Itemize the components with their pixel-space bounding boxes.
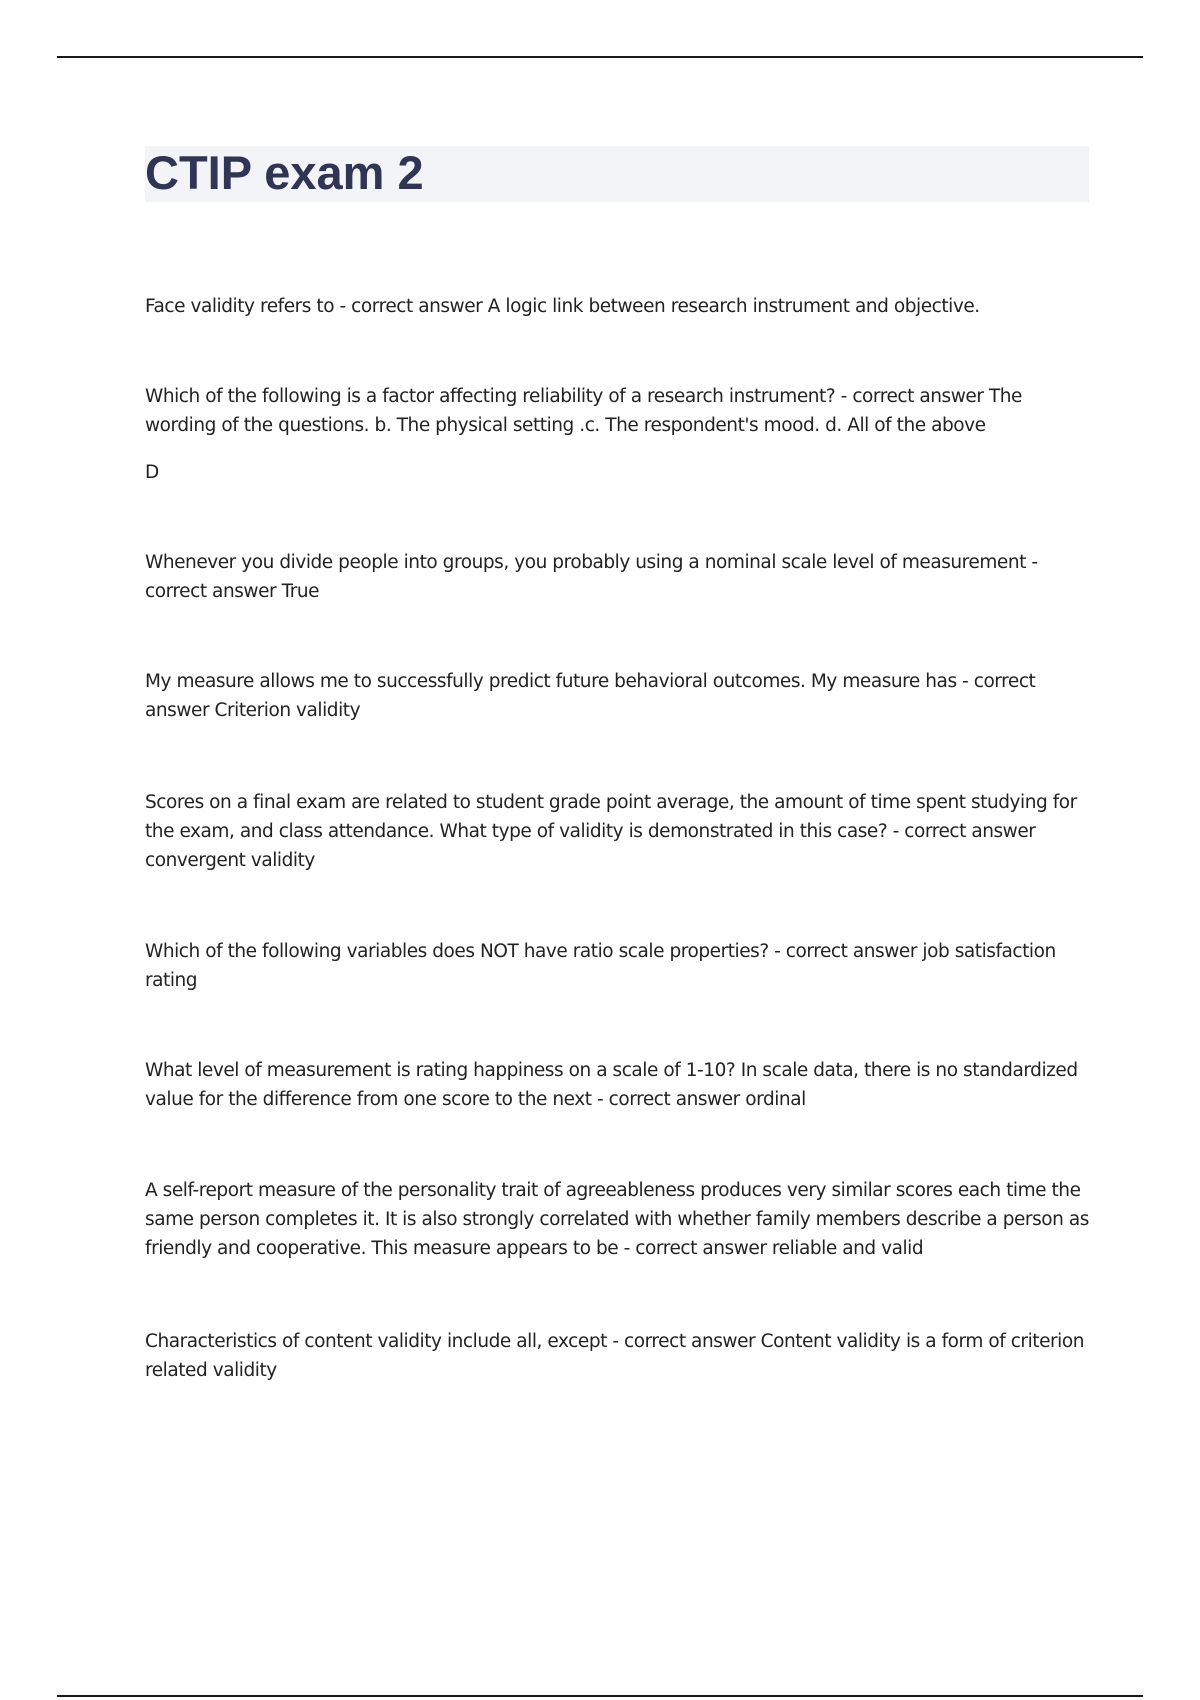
question-answer-8: A self-report measure of the personality trait of agreeableness produces very similar scores each time the same person completes it. It is also strongly correlated with whether family members describe a person as friendly and cooperative. This measure appears to be - correct answer reliable and valid — [145, 1180, 1089, 1259]
page-title: CTIP exam 2 — [145, 146, 424, 199]
question-answer-6: Which of the following variables does NOT have ratio scale properties? - correct answer job satisfaction rating — [145, 941, 1056, 991]
question-answer-9: Characteristics of content validity include all, except - correct answer Content validity is a form of criterion related validity — [145, 1331, 1084, 1381]
question-answer-7: What level of measurement is rating happiness on a scale of 1-10? In scale data, there is no standardized value for the difference from one score to the next - correct answer ordinal — [145, 1060, 1078, 1110]
top-rule — [57, 56, 1143, 58]
question-answer-2: Which of the following is a factor affecting reliability of a research instrument? - correct answer The wording of the questions. b. The physical setting .c. The respondent's mood. d. All of the above — [145, 386, 1022, 436]
question-answer-1: Face validity refers to - correct answer A logic link between research instrument and objective. — [145, 296, 980, 317]
question-answer-2-letter: D — [145, 462, 160, 483]
question-answer-3: Whenever you divide people into groups, you probably using a nominal scale level of measurement - correct answer True — [145, 552, 1038, 602]
question-answer-4: My measure allows me to successfully predict future behavioral outcomes. My measure has - correct answer Criterion validity — [145, 671, 1036, 721]
bottom-rule — [57, 1695, 1143, 1697]
question-answer-5: Scores on a final exam are related to student grade point average, the amount of time spent studying for the exam, and class attendance. What type of validity is demonstrated in this case? - correct answer convergent validity — [145, 792, 1077, 871]
